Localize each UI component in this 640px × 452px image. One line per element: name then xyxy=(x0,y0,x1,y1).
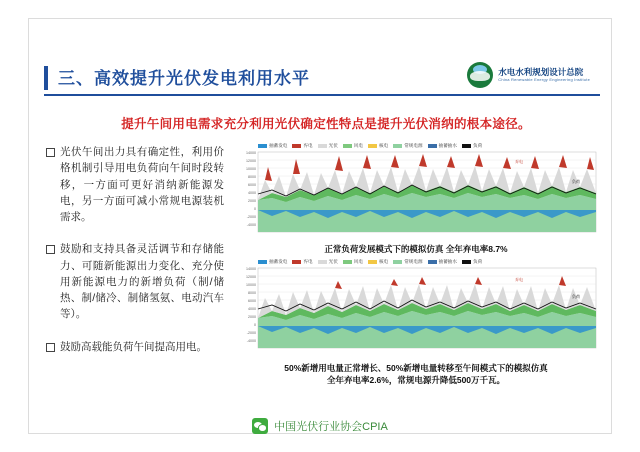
legend-swatch-icon xyxy=(393,144,402,148)
legend-label: 常规电源 xyxy=(404,143,423,148)
legend-label: 风电 xyxy=(353,143,363,148)
legend-label: 风电 xyxy=(353,259,363,264)
legend-swatch-icon xyxy=(258,260,267,264)
legend-swatch-icon xyxy=(318,260,327,264)
legend-label: 弃电 xyxy=(303,259,313,264)
svg-text:6000: 6000 xyxy=(248,183,256,187)
bullet-square-icon xyxy=(46,148,55,157)
legend-item xyxy=(462,143,482,149)
legend-item xyxy=(462,259,482,265)
svg-text:6000: 6000 xyxy=(248,299,256,303)
legend-label: 负荷 xyxy=(472,143,483,148)
svg-text:2000: 2000 xyxy=(248,199,256,203)
svg-text:8000: 8000 xyxy=(248,175,256,179)
legend-item xyxy=(318,143,338,149)
legend-label: 光伏 xyxy=(328,259,338,264)
legend-label: 光伏 xyxy=(328,143,338,148)
logo-text xyxy=(498,68,590,82)
title-row xyxy=(44,62,600,96)
svg-text:12000: 12000 xyxy=(246,275,256,279)
legend-label: 核电 xyxy=(379,259,389,264)
legend-label: 负荷 xyxy=(472,259,483,264)
wechat-icon xyxy=(252,418,268,434)
chart-svg-2 xyxy=(232,266,600,352)
organization-logo xyxy=(467,62,590,88)
annotation-load: 负荷 xyxy=(572,294,580,299)
legend-swatch-icon xyxy=(368,144,377,148)
svg-text:8000: 8000 xyxy=(248,291,256,295)
bullet-text: 鼓励和支持具备灵活调节和存储能力、可随新能源出力变化、充分使用新能源电力的新增负荷（制/储热、制/储冷、制储氢氨、电动汽车等）。 xyxy=(60,243,224,321)
svg-text:4000: 4000 xyxy=(248,307,256,311)
svg-text:0: 0 xyxy=(254,207,256,211)
chart2-caption xyxy=(232,362,600,387)
legend-swatch-icon xyxy=(462,260,471,264)
list-item xyxy=(46,339,224,355)
svg-text:-4000: -4000 xyxy=(246,223,256,227)
legend-item xyxy=(343,259,363,265)
svg-text:-4000: -4000 xyxy=(246,339,256,343)
chart-svg-1 xyxy=(232,150,600,236)
legend-label: 抽蓄发电 xyxy=(269,259,288,264)
footer-wechat xyxy=(0,418,640,434)
bullet-text: 鼓励高载能负荷午间提高用电。 xyxy=(60,340,207,353)
svg-text:-2000: -2000 xyxy=(246,331,256,335)
svg-text:10000: 10000 xyxy=(246,283,256,287)
logo-name-cn: 水电水利规划设计总院 xyxy=(498,66,584,77)
chart-plot-area xyxy=(232,150,600,236)
chart-plot-area xyxy=(232,266,600,352)
legend-item xyxy=(368,259,388,265)
chart-legend xyxy=(232,258,600,266)
legend-swatch-icon xyxy=(368,260,377,264)
annotation-load: 负荷 xyxy=(572,179,580,184)
legend-swatch-icon xyxy=(343,144,352,148)
bullet-square-icon xyxy=(46,245,55,254)
legend-label: 抽蓄抽水 xyxy=(438,143,457,148)
legend-item xyxy=(318,259,338,265)
legend-swatch-icon xyxy=(428,260,437,264)
legend-item xyxy=(258,259,287,265)
bullet-square-icon xyxy=(46,343,55,352)
chart-legend xyxy=(232,142,600,150)
chart1-caption: 正常负荷发展模式下的模拟仿真 全年弃电率8.7% xyxy=(324,244,508,254)
logo-name-en: China Renewable Energy Engineering Institute xyxy=(498,76,590,82)
legend-swatch-icon xyxy=(462,144,471,148)
legend-label: 常规电源 xyxy=(404,259,423,264)
legend-label: 核电 xyxy=(379,143,389,148)
footer-text: 中国光伏行业协会CPIA xyxy=(274,421,388,433)
legend-swatch-icon xyxy=(393,260,402,264)
legend-item xyxy=(258,143,287,149)
legend-label: 抽蓄抽水 xyxy=(438,259,457,264)
svg-text:-2000: -2000 xyxy=(246,215,256,219)
svg-text:0: 0 xyxy=(254,323,256,327)
svg-text:10000: 10000 xyxy=(246,167,256,171)
legend-item xyxy=(393,259,422,265)
svg-text:14000: 14000 xyxy=(246,267,256,271)
legend-item xyxy=(292,259,312,265)
legend-swatch-icon xyxy=(343,260,352,264)
legend-swatch-icon xyxy=(258,144,267,148)
page-title: 三、高效提升光伏发电利用水平 xyxy=(58,69,310,88)
subtitle-text: 提升午间用电需求充分利用光伏确定性特点是提升光伏消纳的根本途径。 xyxy=(121,117,531,131)
title-accent-bar xyxy=(44,66,48,90)
legend-swatch-icon xyxy=(318,144,327,148)
legend-swatch-icon xyxy=(428,144,437,148)
legend-swatch-icon xyxy=(292,144,301,148)
bullet-list xyxy=(46,144,224,371)
legend-label: 弃电 xyxy=(303,143,313,148)
svg-text:4000: 4000 xyxy=(248,191,256,195)
title-underline xyxy=(44,94,600,96)
annotation-curtailment: 弃电 xyxy=(515,159,523,164)
legend-item xyxy=(292,143,312,149)
svg-text:12000: 12000 xyxy=(246,159,256,163)
legend-label: 抽蓄发电 xyxy=(269,143,288,148)
chart2-caption-line2: 全年弃电率2.6%，常规电源升降低500万千瓦。 xyxy=(326,375,506,386)
list-item xyxy=(46,241,224,322)
chart-new-load xyxy=(232,258,600,370)
legend-item xyxy=(428,259,457,265)
legend-item xyxy=(343,143,363,149)
logo-mark-icon xyxy=(467,62,493,88)
legend-item xyxy=(368,143,388,149)
svg-text:14000: 14000 xyxy=(246,151,256,155)
legend-item xyxy=(428,143,457,149)
chart2-caption-line1: 50%新增用电量正常增长、50%新增电量转移至午间模式下的模拟仿真 xyxy=(284,363,548,373)
legend-swatch-icon xyxy=(292,260,301,264)
annotation-curtailment: 弃电 xyxy=(515,277,523,282)
legend-item xyxy=(393,143,422,149)
chart-normal-load xyxy=(232,142,600,254)
bullet-text: 光伏午间出力具有确定性，利用价格机制引导用电负荷向午间时段转移，一方面可更好消纳新能源发电，另一方面可减小常规电源装机需求。 xyxy=(60,146,224,224)
list-item xyxy=(46,144,224,225)
svg-text:2000: 2000 xyxy=(248,315,256,319)
